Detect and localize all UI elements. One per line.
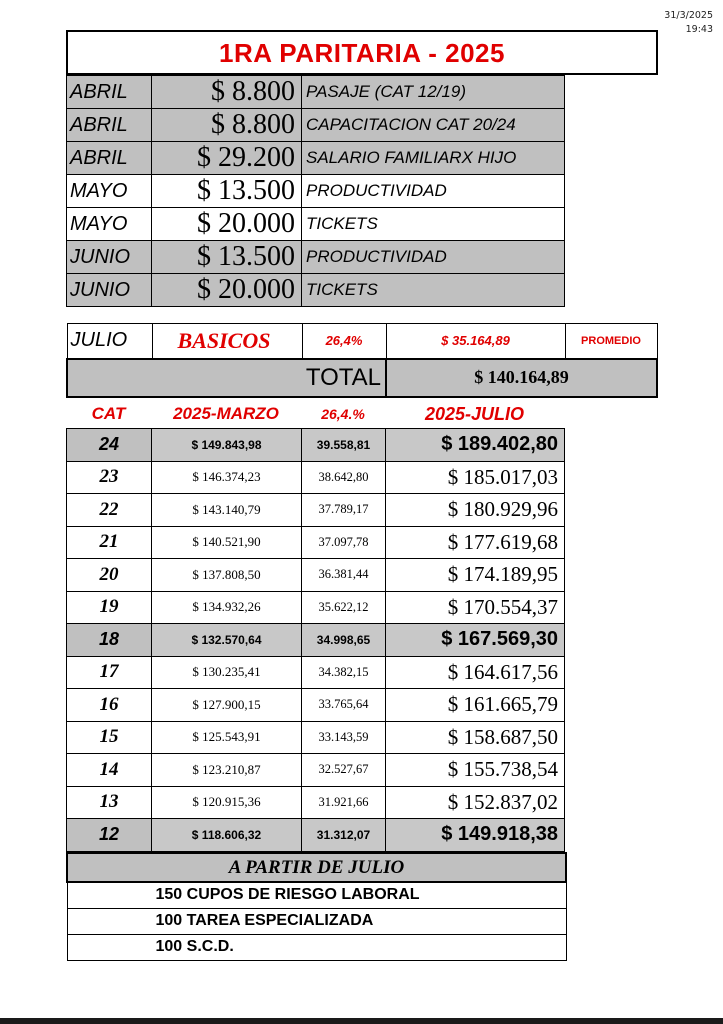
payment-amount: $ 8.800 [152,109,302,142]
salary-julio: $ 170.554,37 [386,591,565,624]
payment-month: MAYO [67,208,152,241]
salary-increase: 36.381,44 [302,559,386,592]
category-number: 18 [67,624,152,657]
category-row [67,786,565,819]
salary-marzo: $ 120.915,36 [152,786,302,819]
payment-row [67,76,565,109]
total-value: $ 140.164,89 [386,359,657,397]
salary-julio: $ 177.619,68 [386,526,565,559]
payment-row [67,208,565,241]
julio-amount: $ 35.164,89 [386,324,565,359]
salary-julio: $ 164.617,56 [386,656,565,689]
salary-marzo: $ 134.932,26 [152,591,302,624]
payment-concept: TICKETS [302,274,565,307]
category-row [67,591,565,624]
salary-increase: 33.765,64 [302,689,386,722]
salary-julio: $ 174.189,95 [386,559,565,592]
salary-increase: 31.312,07 [302,819,386,852]
salary-julio: $ 152.837,02 [386,786,565,819]
category-row [67,526,565,559]
salary-marzo: $ 140.521,90 [152,526,302,559]
salary-marzo: $ 132.570,64 [152,624,302,657]
category-number: 19 [67,591,152,624]
salary-increase: 35.622,12 [302,591,386,624]
salary-marzo: $ 127.900,15 [152,689,302,722]
payment-amount: $ 29.200 [152,142,302,175]
salary-julio: $ 180.929,96 [386,494,565,527]
category-number: 21 [67,526,152,559]
payment-month: JUNIO [67,241,152,274]
category-number: 20 [67,559,152,592]
category-row [67,754,565,787]
payment-month: ABRIL [67,76,152,109]
salary-marzo: $ 143.140,79 [152,494,302,527]
payments-table [66,75,565,307]
total-row [67,359,657,397]
julio-month: JULIO [67,324,152,359]
category-table [66,428,565,852]
payment-amount: $ 20.000 [152,208,302,241]
salary-marzo: $ 125.543,91 [152,721,302,754]
category-number: 15 [67,721,152,754]
salary-julio: $ 155.738,54 [386,754,565,787]
category-row [67,429,565,462]
from-july-item: 100 S.C.D. [67,934,566,960]
salary-increase: 34.998,65 [302,624,386,657]
payment-amount: $ 20.000 [152,274,302,307]
salary-increase: 31.921,66 [302,786,386,819]
category-row [67,689,565,722]
payment-amount: $ 8.800 [152,76,302,109]
category-row [67,656,565,689]
salary-increase: 38.642,80 [302,461,386,494]
timestamp-time: 19:43 [685,24,713,35]
payment-concept: SALARIO FAMILIARX HIJO [302,142,565,175]
category-number: 12 [67,819,152,852]
category-number: 24 [67,429,152,462]
salary-increase: 33.143,59 [302,721,386,754]
category-row [67,721,565,754]
salary-marzo: $ 137.808,50 [152,559,302,592]
salary-marzo: $ 149.843,98 [152,429,302,462]
salary-julio: $ 167.569,30 [386,624,565,657]
header-marzo: 2025-MARZO [173,404,279,423]
salary-marzo: $ 130.235,41 [152,656,302,689]
payment-concept: PRODUCTIVIDAD [302,241,565,274]
timestamp-date: 31/3/2025 [664,10,713,21]
timestamp [664,9,713,37]
salary-julio: $ 189.402,80 [386,429,565,462]
salary-julio: $ 161.665,79 [386,689,565,722]
category-row [67,819,565,852]
payment-month: MAYO [67,175,152,208]
category-number: 13 [67,786,152,819]
payment-row [67,274,565,307]
from-july-heading: A PARTIR DE JULIO [67,853,566,882]
salary-marzo: $ 146.374,23 [152,461,302,494]
julio-percent: 26,4% [302,324,386,359]
salary-increase: 39.558,81 [302,429,386,462]
salary-marzo: $ 118.606,32 [152,819,302,852]
julio-table [66,323,658,398]
category-number: 16 [67,689,152,722]
from-july-box [66,852,567,961]
payment-month: ABRIL [67,109,152,142]
salary-increase: 37.097,78 [302,526,386,559]
from-july-item: 100 TAREA ESPECIALIZADA [67,908,566,934]
payment-month: ABRIL [67,142,152,175]
document-title: 1RA PARITARIA - 2025 [66,30,658,75]
total-label: TOTAL [67,359,386,397]
category-table-header [66,400,564,428]
category-row [67,494,565,527]
payment-row [67,109,565,142]
salary-julio: $ 185.017,03 [386,461,565,494]
julio-basicos-label: BASICOS [152,324,302,359]
payment-concept: PRODUCTIVIDAD [302,175,565,208]
julio-note: PROMEDIO [565,324,657,359]
category-row [67,559,565,592]
category-row [67,461,565,494]
bottom-bar [0,1018,723,1024]
from-july-item: 150 CUPOS DE RIESGO LABORAL [67,882,566,908]
salary-julio: $ 158.687,50 [386,721,565,754]
payment-row [67,142,565,175]
salary-julio: $ 149.918,38 [386,819,565,852]
category-number: 17 [67,656,152,689]
category-row [67,624,565,657]
payment-amount: $ 13.500 [152,175,302,208]
salary-increase: 37.789,17 [302,494,386,527]
salary-marzo: $ 123.210,87 [152,754,302,787]
salary-increase: 32.527,67 [302,754,386,787]
julio-row [67,324,657,359]
salary-increase: 34.382,15 [302,656,386,689]
category-number: 22 [67,494,152,527]
payment-row [67,241,565,274]
payment-concept: CAPACITACION CAT 20/24 [302,109,565,142]
category-number: 23 [67,461,152,494]
header-julio: 2025-JULIO [424,403,525,424]
payment-concept: PASAJE (CAT 12/19) [302,76,565,109]
payment-row [67,175,565,208]
payment-amount: $ 13.500 [152,241,302,274]
payment-concept: TICKETS [302,208,565,241]
header-cat: CAT [91,404,126,423]
payment-month: JUNIO [67,274,152,307]
header-percent: 26,4.% [321,406,365,422]
category-number: 14 [67,754,152,787]
